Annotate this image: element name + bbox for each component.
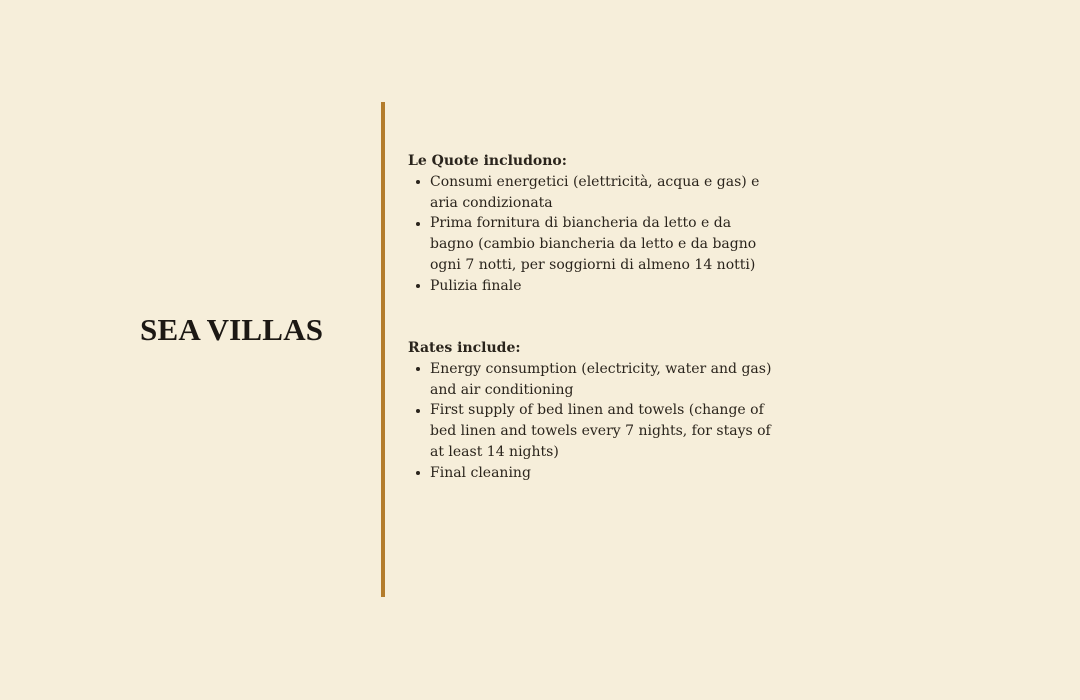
inclusions-list-italian — [408, 172, 778, 297]
list-item: Pulizia finale — [430, 276, 778, 297]
section-heading-english: Rates include: — [408, 340, 521, 356]
list-item: Prima fornitura di biancheria da letto e da bagno (cambio biancheria da letto e da bagno ogni 7 notti, per soggiorni di almeno 14 notti) — [430, 213, 778, 275]
vertical-divider — [381, 102, 385, 597]
list-item: Consumi energetici (elettricità, acqua e gas) e aria condizionata — [430, 172, 778, 214]
list-item: Energy consumption (electricity, water and gas) and air conditioning — [430, 359, 778, 401]
rates-section-english — [408, 338, 778, 484]
section-heading-italian: Le Quote includono: — [408, 153, 567, 169]
list-item: First supply of bed linen and towels (change of bed linen and towels every 7 nights, for stays of at least 14 nights) — [430, 400, 778, 462]
page-title: SEA VILLAS — [140, 312, 324, 347]
inclusions-list-english — [408, 359, 778, 484]
list-item: Final cleaning — [430, 463, 778, 484]
rates-section-italian — [408, 151, 778, 297]
